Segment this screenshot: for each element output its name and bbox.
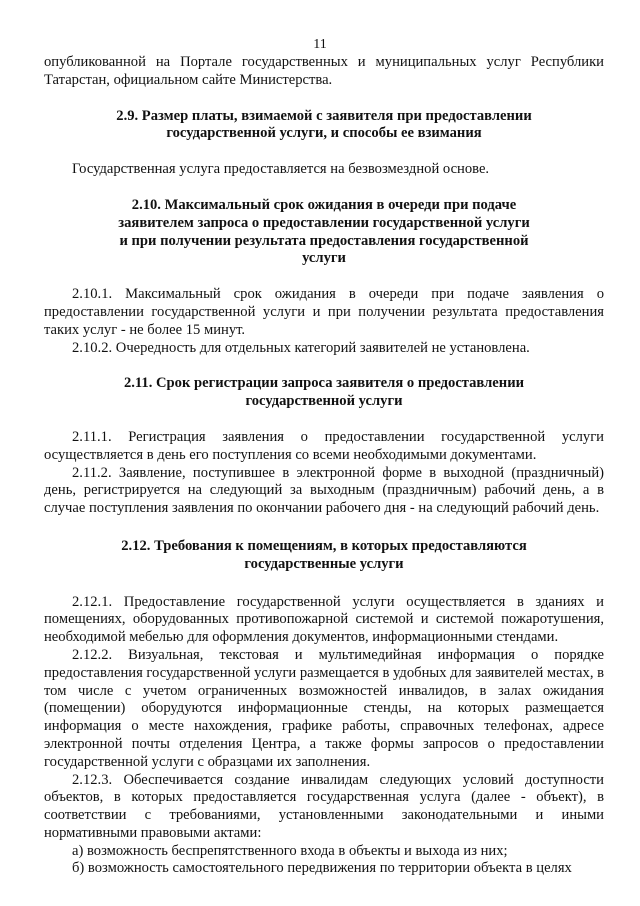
paragraph: 2.10.1. Максимальный срок ожидания в очереди при подаче заявления о предоставлении государственной услуги и при получении результата предоставления таких услуг - не более 15 минут. — [44, 286, 604, 338]
paragraph: 2.12.2. Визуальная, текстовая и мультимедийная информация о порядке предоставления государственной услуги размещается в удобных для заявителей местах, в том числе с учетом ограниченных возможностей инвалидов, в залах ожидания (помещении) оборудуются информационные стенды, на которых размещается информация о месте нахождения, графике работы, справочных телефонах, адресе электронной почты отделения Центра, а также формы запросов о предоставлении государственной услуги с образцами их заполнения. — [44, 646, 605, 770]
heading-line: заявителем запроса о предоставлении государственной услуги — [118, 214, 530, 231]
section-2-11-heading — [44, 375, 604, 411]
heading-line: государственной услуги, и способы ее взимания — [166, 125, 482, 142]
paragraph: Государственная услуга предоставляется на безвозмездной основе. — [72, 161, 490, 178]
paragraph: 2.11.2. Заявление, поступившее в электронной форме в выходной (праздничный) день, регистрируется на следующий за выходным (праздничным) рабочий день, а в случае поступления заявления по окончании рабочего дня - на следующий рабочий день. — [44, 464, 604, 517]
section-2-9-heading — [44, 108, 604, 144]
section-2-10-heading — [44, 197, 604, 268]
heading-line: 2.12. Требования к помещениям, в которых предоставляются — [121, 537, 527, 554]
heading-line: и при получении результата предоставления государственной — [119, 232, 529, 249]
section-2-12-heading — [44, 538, 604, 574]
heading-line: государственной услуги — [245, 393, 403, 410]
heading-line: 2.10. Максимальный срок ожидания в очереди при подаче — [131, 196, 517, 213]
paragraph: 2.12.3. Обеспечивается создание инвалидам следующих условий доступности объектов, в которых предоставляется государственная услуга (далее - объект), в соответствии с требованиями, установленными законодательными и иными нормативными правовыми актами: — [44, 771, 604, 841]
list-item: б) возможность самостоятельного передвижения по территории объекта в целях — [72, 860, 572, 877]
paragraph: 2.11.1. Регистрация заявления о предоставлении государственной услуги осуществляется в день его поступления со всеми необходимыми документами. — [44, 428, 604, 463]
paragraph: 2.10.2. Очередность для отдельных категорий заявителей не установлена. — [72, 339, 530, 356]
heading-line: 2.11. Срок регистрации запроса заявителя о предоставлении — [123, 375, 525, 392]
heading-line: государственные услуги — [244, 555, 404, 572]
intro-paragraph: опубликованной на Портале государственных и муниципальных услуг Республики Татарстан, официальном сайте Министерства. — [44, 54, 604, 88]
page-content — [44, 54, 604, 878]
page-number: 11 — [313, 37, 327, 52]
heading-line: 2.9. Размер платы, взимаемой с заявителя при предоставлении — [116, 107, 532, 124]
heading-line: услуги — [302, 250, 346, 267]
list-item: а) возможность беспрепятственного входа в объекты и выхода из них; — [72, 842, 508, 859]
paragraph: 2.12.1. Предоставление государственной услуги осуществляется в зданиях и помещениях, оборудованных противопожарной системой и системой пожаротушения, необходимой мебелью для оформления документов, информационными стендами. — [44, 593, 604, 646]
